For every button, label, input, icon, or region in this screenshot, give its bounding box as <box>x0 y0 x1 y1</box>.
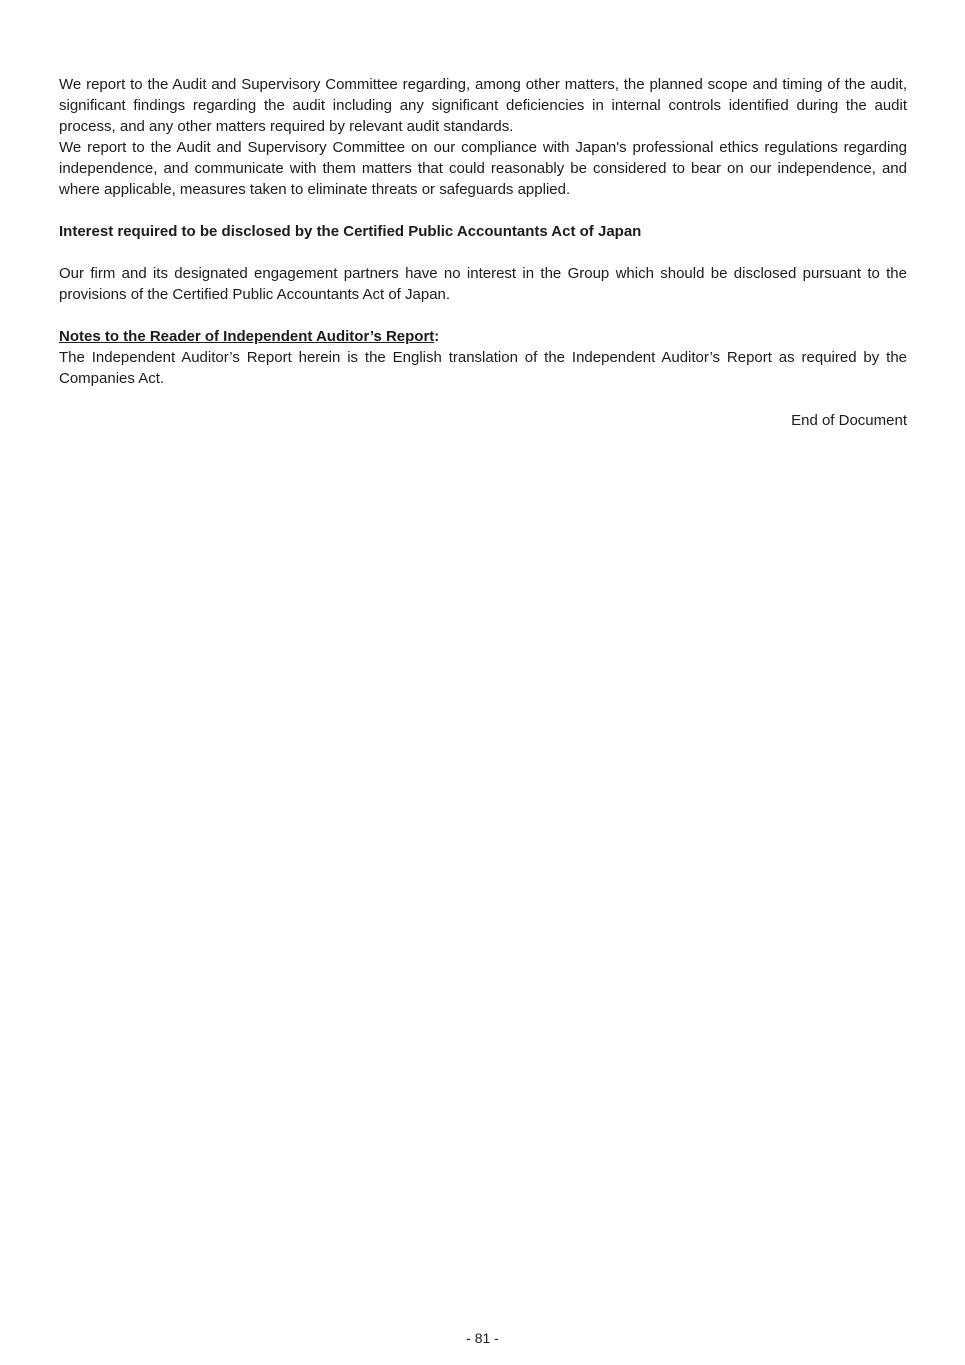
document-body <box>59 74 907 431</box>
heading-interest-disclosure: Interest required to be disclosed by the Certified Public Accountants Act of Japan <box>59 223 642 240</box>
paragraph-ethics-compliance: We report to the Audit and Supervisory Committee on our compliance with Japan's professional ethics regulations regarding independence, and communicate with them matters that could reasonably be considered to bear on our independence, and where applicable, measures taken to eliminate threats or safeguards applied. <box>59 139 907 198</box>
heading-notes-to-reader <box>59 326 907 347</box>
paragraph-no-interest: Our firm and its designated engagement partners have no interest in the Group which should be disclosed pursuant to the provisions of the Certified Public Accountants Act of Japan. <box>59 265 907 303</box>
paragraph-audit-committee-scope: We report to the Audit and Supervisory Committee regarding, among other matters, the planned scope and timing of the audit, significant findings regarding the audit including any significant deficiencies in internal controls identified during the audit process, and any other matters required by relevant audit standards. <box>59 76 907 135</box>
heading-notes-to-reader-text: Notes to the Reader of Independent Auditor’s Report <box>59 328 435 345</box>
page-number: - 81 - <box>466 1330 499 1346</box>
end-of-document-label: End of Document <box>791 412 907 429</box>
paragraph-english-translation: The Independent Auditor’s Report herein is the English translation of the Independent Auditor’s Report as required by the Companies Act. <box>59 349 907 387</box>
heading-notes-to-reader-colon: : <box>434 328 440 345</box>
